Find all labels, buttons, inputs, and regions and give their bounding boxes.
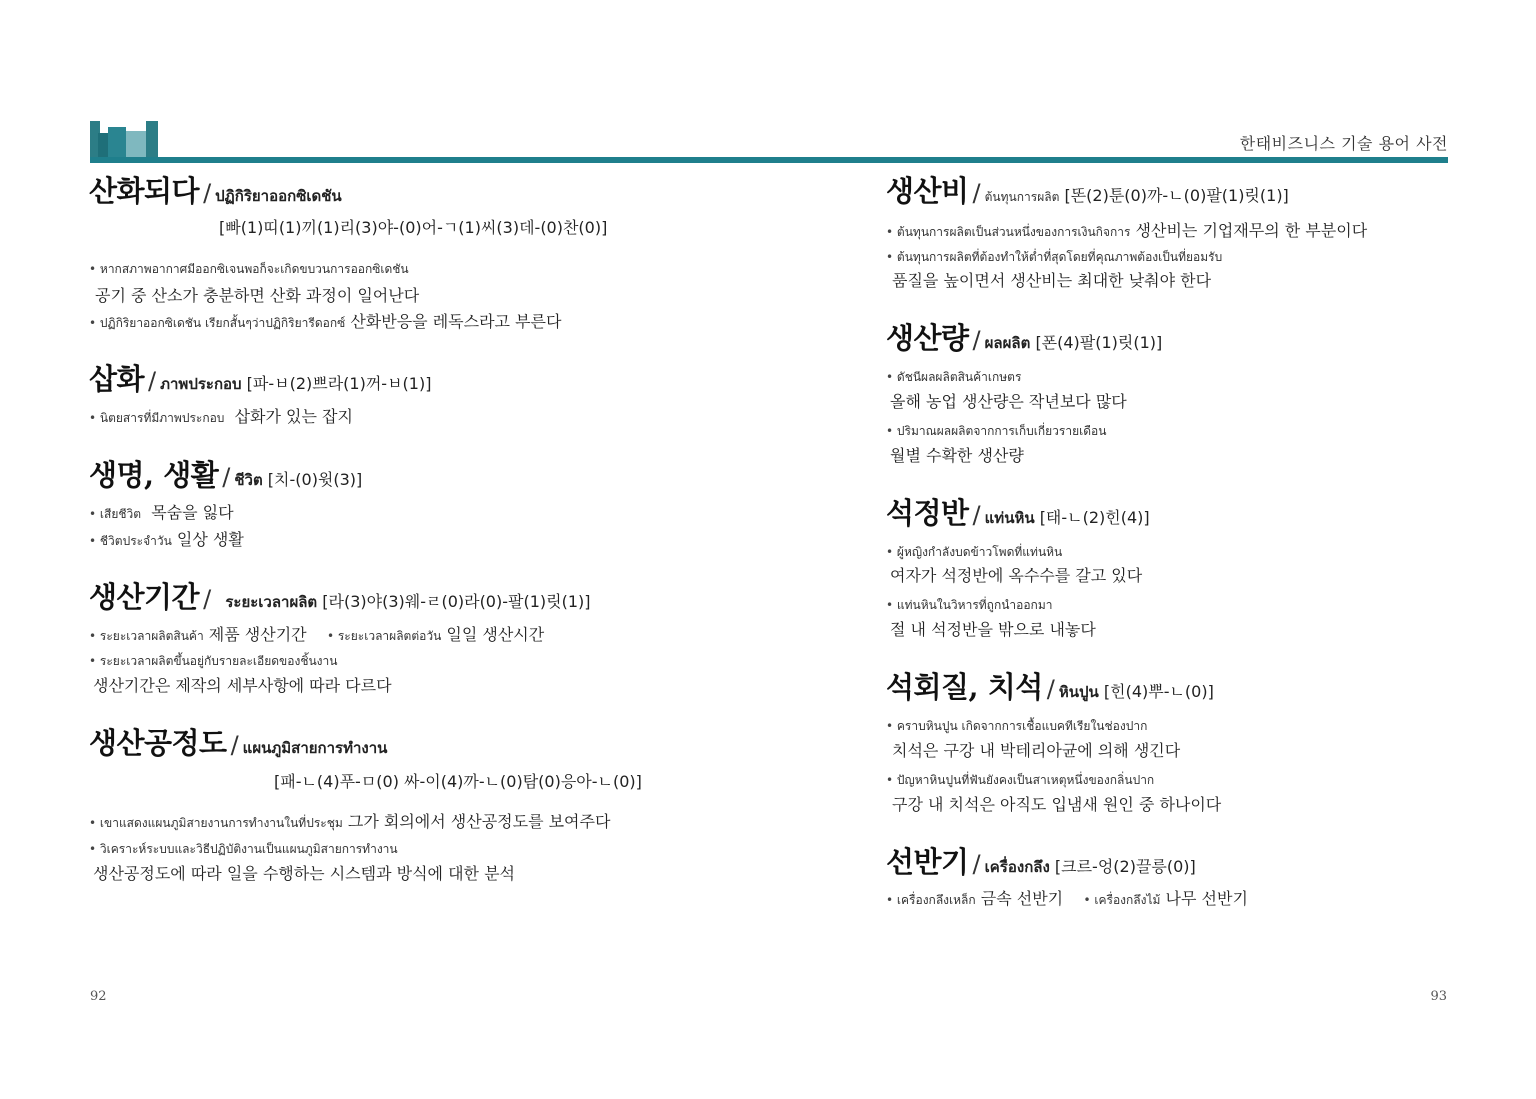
header-rule-right [1252, 157, 1448, 163]
entry-thai: เครื่องกลึง [984, 857, 1050, 876]
example-thai: ปฏิกิริยาออกซิเดชัน เรียกสั้นๆว่าปฏิกิริยารีดอกซ์ [99, 315, 346, 330]
page-number-right: 93 [1430, 989, 1447, 1004]
example-thai: ระยะเวลาผลิตขึ้นอยู่กับรายละเอียดของชิ้นงาน [99, 653, 338, 668]
entry-thai: แผนภูมิสายการทำงาน [242, 738, 388, 757]
example-korean: 올해 농업 생산량은 작년보다 많다 [890, 391, 1127, 411]
bullet: • [886, 544, 897, 559]
bullet: • [89, 315, 100, 330]
entry-pronunciation: [패-ㄴ(4)푸-ㅁ(0) 싸-이(4)까-ㄴ(0)탐(0)응아-ㄴ(0)] [274, 771, 642, 791]
example [89, 258, 789, 279]
example-thai: เครื่องกลึงเหล็ก [896, 893, 976, 908]
entry-word: 생명, 생활 [89, 457, 219, 492]
bullet: • [886, 249, 897, 264]
example-korean: 품질을 높이면서 생산비는 최대한 낮춰야 한다 [892, 271, 1212, 291]
example-thai: ดัชนีผลผลิตสินค้าเกษตร [896, 370, 1022, 385]
bullet: • [89, 506, 100, 521]
entry [886, 845, 1446, 911]
entry-thai: แท่นหิน [984, 508, 1035, 527]
bullet: • [886, 224, 897, 239]
entry-pronunciation: [폰(4)팔(1)릿(1)] [1035, 333, 1163, 353]
entry-pronunciation: [크르-엉(2)끌릉(0)] [1054, 856, 1196, 876]
example-thai: แท่นหินในวิหารที่ถูกนำออกมา [896, 598, 1053, 613]
example [89, 503, 789, 524]
example-korean: 그가 회의에서 생산공정도를 보여주다 [347, 811, 611, 831]
entry-headline [886, 845, 1446, 880]
entry-pronunciation: [파-ㅂ(2)쁘라(1)꺼-ㅂ(1)] [246, 374, 432, 394]
example-korean: 공기 중 산소가 충분하면 산화 과정이 일어난다 [95, 285, 420, 305]
example [886, 366, 1446, 387]
entry [89, 458, 789, 550]
example-korean: 삽화가 있는 잡지 [234, 407, 353, 427]
example-korean: 생산비는 기업재무의 한 부분이다 [1135, 220, 1368, 240]
bullet: • [89, 411, 100, 426]
example-korean: 생산기간은 제작의 세부사항에 따라 다르다 [93, 675, 392, 695]
deco-bar [108, 127, 126, 161]
example-thai: ต้นทุนการผลิตเป็นส่วนหนึ่งของการเงินกิจการ [896, 224, 1131, 239]
example-korean: 일일 생산시간 [446, 625, 545, 645]
entry [89, 580, 789, 695]
bullet: • [89, 842, 100, 857]
entry [89, 362, 789, 428]
entry-thai: ภาพประกอบ [160, 375, 242, 394]
entry-headline [886, 670, 1446, 705]
separator: / [972, 326, 981, 355]
header-decoration [90, 117, 160, 161]
entry-pronunciation: [똔(2)툰(0)까-ㄴ(0)팔(1)릿(1)] [1064, 186, 1289, 205]
separator: / [148, 367, 157, 396]
entry-headline [89, 458, 789, 493]
entry-thai: หินปูน [1058, 683, 1099, 702]
header-rule [90, 157, 1252, 163]
example [89, 838, 789, 859]
entry [886, 670, 1446, 814]
entry [89, 726, 789, 884]
bullet: • [89, 261, 100, 276]
example-thai: หากสภาพอากาศมีออกซิเจนพอก็จะเกิดขบวนการออกซิเดชัน [99, 261, 409, 276]
entry-word: 삽화 [89, 362, 145, 397]
deco-bar [146, 121, 158, 161]
example-thai: ระยะเวลาผลิตสินค้า [99, 629, 204, 644]
example [886, 420, 1446, 441]
example-thai: เสียชีวิต [99, 506, 142, 521]
entry-word: 생산량 [886, 321, 969, 356]
left-column [89, 168, 789, 884]
separator: / [230, 730, 239, 759]
example [886, 221, 1446, 242]
entry [886, 496, 1446, 640]
separator: / [972, 179, 981, 207]
example-korean: 일상 생활 [176, 529, 244, 549]
example-thai: วิเคราะห์ระบบและวิธีปฏิบัติงานเป็นแผนภูมิสายการทำงาน [99, 842, 398, 857]
example [886, 246, 1446, 267]
separator: / [972, 849, 981, 878]
bullet: • [886, 718, 897, 733]
example [886, 594, 1446, 615]
entry-headline [89, 726, 789, 761]
example-thai: นิตยสารที่มีภาพประกอบ [99, 411, 225, 426]
example [886, 889, 1446, 910]
entry-word: 생산기간 [89, 580, 200, 615]
entry-headline [886, 496, 1446, 531]
example [89, 650, 789, 671]
bullet: • [89, 815, 100, 830]
entry-pronunciation: [빠(1)띠(1)끼(1)리(3)야-(0)어-ㄱ(1)씨(3)데-(0)찬(0)] [219, 217, 608, 237]
example-thai: ปัญหาหินปูนที่ฟันยังคงเป็นสาเหตุหนึ่งของกลิ่นปาก [896, 772, 1155, 787]
example [89, 530, 789, 551]
example-thai: ปริมาณผลผลิตจากการเก็บเกี่ยวรายเดือน [896, 423, 1107, 438]
entry-thai: ต้นทุนการผลิต [984, 190, 1060, 204]
bullet: • [1083, 893, 1095, 908]
entry-pronunciation: [라(3)야(3)웨-ㄹ(0)라(0)-팔(1)릿(1)] [322, 592, 591, 612]
bullet: • [89, 653, 100, 668]
example-korean: 치석은 구강 내 박테리아균에 의해 생긴다 [892, 740, 1181, 760]
example-korean: 생산공정도에 따라 일을 수행하는 시스템과 방식에 대한 분석 [93, 864, 516, 884]
entry [886, 174, 1446, 291]
bullet: • [886, 423, 897, 438]
example-korean: 구강 내 치석은 아직도 입냄새 원인 중 하나이다 [892, 794, 1222, 814]
entry-headline [89, 580, 789, 615]
right-column [886, 168, 1446, 910]
separator: / [1046, 675, 1055, 704]
entry-pronunciation: [태-ㄴ(2)힌(4)] [1039, 507, 1150, 527]
example-thai: คราบหินปูน เกิดจากการเชื้อแบคทีเรียในช่องปาก [896, 718, 1148, 733]
example-thai: ต้นทุนการผลิตที่ต้องทำให้ต่ำที่สุดโดยที่คุณภาพต้องเป็นที่ยอมรับ [896, 249, 1223, 264]
example-korean: 산화반응을 레독스라고 부른다 [350, 311, 562, 331]
bullet: • [326, 629, 338, 644]
bullet: • [886, 772, 897, 787]
separator: / [203, 585, 212, 614]
separator: / [203, 179, 212, 207]
entry-word: 산화되다 [89, 174, 200, 208]
entry-word: 생산비 [886, 174, 969, 208]
example-thai: ชีวิตประจำวัน [99, 533, 172, 548]
example [89, 812, 789, 833]
example-thai: เขาแสดงแผนภูมิสายงานการทำงานในที่ประชุม [99, 815, 343, 830]
example-thai: ระยะเวลาผลิตต่อวัน [337, 629, 442, 644]
entry-headline [886, 321, 1446, 356]
example-korean: 금속 선반기 [980, 889, 1064, 909]
entry-word: 석정반 [886, 495, 969, 530]
example [886, 715, 1446, 736]
entry-word: 석회질, 치석 [886, 670, 1043, 705]
entry-word: 생산공정도 [89, 725, 227, 760]
example-korean: 나무 선반기 [1165, 889, 1248, 909]
example-thai: ผู้หญิงกำลังบดข้าวโพดที่แท่นหิน [896, 544, 1063, 559]
entry-pronunciation: [치-(0)윗(3)] [267, 469, 363, 489]
book-title: 한태비즈니스 기술 용어 사전 [1239, 134, 1448, 153]
example-korean: 여자가 석정반에 옥수수를 갈고 있다 [890, 566, 1143, 586]
bullet: • [886, 893, 897, 908]
bullet: • [886, 598, 897, 613]
entry [886, 321, 1446, 465]
page-number-left: 92 [90, 989, 107, 1004]
example [89, 625, 789, 646]
example-thai: เครื่องกลึงไม้ [1094, 893, 1161, 908]
entry-thai: ระยะเวลาผลิต [225, 593, 318, 612]
bullet: • [89, 533, 100, 548]
entry-headline [89, 362, 789, 397]
entry [89, 174, 789, 332]
example [89, 407, 789, 428]
entry-pronunciation: [힌(4)뿌-ㄴ(0)] [1103, 682, 1214, 702]
example-korean: 월별 수확한 생산량 [890, 445, 1024, 465]
example-korean: 제품 생산기간 [208, 625, 307, 645]
separator: / [972, 500, 981, 529]
example-korean: 목숨을 잃다 [151, 502, 234, 522]
entry-headline [886, 174, 1446, 209]
example [886, 541, 1446, 562]
example-korean: 절 내 석정반을 밖으로 내놓다 [890, 620, 1096, 640]
entry-thai: ชีวิต [234, 470, 263, 489]
example [89, 312, 789, 333]
entry-headline [89, 174, 789, 209]
entry-word: 선반기 [886, 844, 969, 879]
entry-thai: ผลผลิต [984, 334, 1031, 353]
entry-thai: ปฏิกิริยาออกซิเดชัน [215, 187, 342, 205]
separator: / [222, 462, 231, 491]
bullet: • [886, 370, 897, 385]
bullet: • [89, 629, 100, 644]
example [886, 769, 1446, 790]
